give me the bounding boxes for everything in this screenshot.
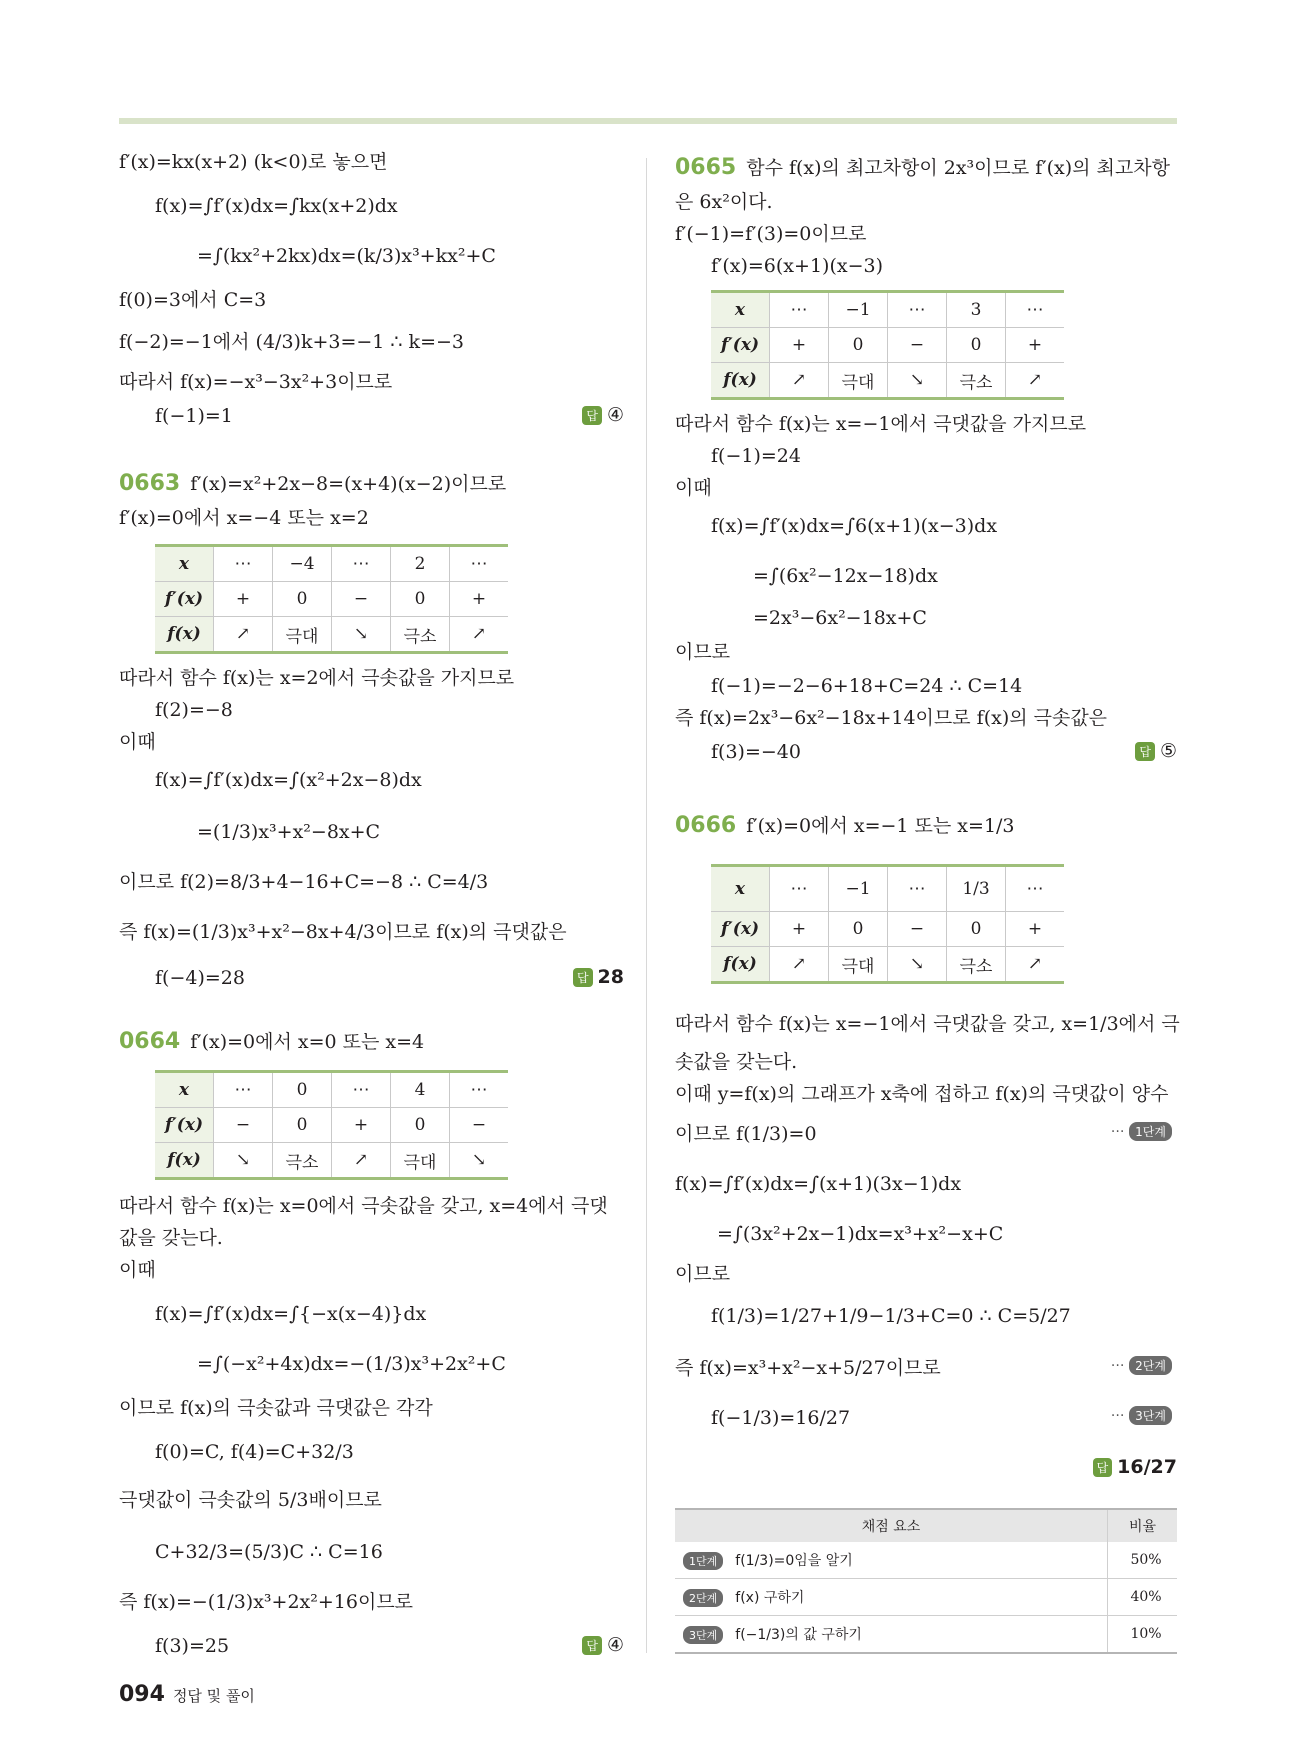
sign-table-0666 bbox=[711, 864, 1064, 984]
table-cell: ↘ bbox=[214, 1143, 273, 1179]
answer-value: ④ bbox=[606, 404, 624, 426]
text-line: f′(−1)=f′(3)=0이므로 bbox=[675, 223, 867, 245]
table-cell: f(x) bbox=[711, 363, 770, 399]
text-line: f(1/3)=1/27+1/9−1/3+C=0 ∴ C=5/27 bbox=[711, 1305, 1071, 1327]
problem-0663-header bbox=[119, 472, 506, 496]
text-line: =∫(−x²+4x)dx=−(1/3)x³+2x²+C bbox=[197, 1353, 506, 1375]
table-cell: −1 bbox=[829, 292, 888, 328]
table-cell: f′(x) bbox=[711, 912, 770, 947]
table-cell: 극대 bbox=[829, 363, 888, 399]
table-cell: ⋯ bbox=[1006, 866, 1065, 912]
scoring-table bbox=[675, 1508, 1177, 1654]
table-cell: − bbox=[888, 328, 947, 363]
text-line: 은 6x²이다. bbox=[675, 191, 773, 213]
text-line: 따라서 함수 f(x)는 x=0에서 극솟값을 갖고, x=4에서 극댓 bbox=[119, 1195, 608, 1217]
table-cell: 극소 bbox=[273, 1143, 332, 1179]
text-line: 즉 f(x)=−(1/3)x³+2x²+16이므로 bbox=[119, 1591, 414, 1613]
table-cell: 0 bbox=[273, 1108, 332, 1143]
table-cell: f(x) bbox=[155, 617, 214, 653]
table-row bbox=[675, 1616, 1177, 1654]
table-cell: f(x) bbox=[711, 947, 770, 983]
table-cell: − bbox=[332, 582, 391, 617]
answer-value: ④ bbox=[606, 1634, 624, 1656]
page-footer bbox=[119, 1682, 255, 1707]
text-line: f(0)=C, f(4)=C+32/3 bbox=[155, 1441, 354, 1463]
table-cell: ⋯ bbox=[1006, 292, 1065, 328]
table-cell: 0 bbox=[391, 582, 450, 617]
text-line: 이므로 bbox=[675, 1263, 731, 1285]
sign-table-0665 bbox=[711, 290, 1064, 400]
text-line: f(2)=−8 bbox=[155, 699, 233, 721]
table-row bbox=[675, 1542, 1177, 1579]
score-pct: 50% bbox=[1108, 1542, 1178, 1579]
text-line: 솟값을 갖는다. bbox=[675, 1051, 798, 1073]
table-cell: 2 bbox=[391, 546, 450, 582]
text-line: =∫(3x²+2x−1)dx=x³+x²−x+C bbox=[717, 1223, 1004, 1245]
answer-badge: 답 bbox=[573, 968, 593, 987]
text-line: 이때 bbox=[119, 731, 156, 753]
score-header: 채점 요소 bbox=[675, 1509, 1108, 1542]
table-cell: + bbox=[450, 582, 509, 617]
table-cell: ⋯ bbox=[450, 1072, 509, 1108]
table-cell: x bbox=[155, 546, 214, 582]
table-cell: 0 bbox=[947, 328, 1006, 363]
text-line: f′(x)=0에서 x=0 또는 x=4 bbox=[190, 1031, 425, 1053]
text-line: 이때 bbox=[675, 477, 712, 499]
table-cell: f(x) bbox=[155, 1143, 214, 1179]
table-cell: + bbox=[332, 1108, 391, 1143]
table-cell: ↗ bbox=[1006, 363, 1065, 399]
table-cell: x bbox=[711, 866, 770, 912]
text-line: f′(x)=0에서 x=−1 또는 x=1/3 bbox=[746, 815, 1015, 837]
text-line: f(x)=∫f′(x)dx=∫(x²+2x−8)dx bbox=[155, 769, 422, 791]
text-line: 즉 f(x)=(1/3)x³+x²−8x+4/3이므로 f(x)의 극댓값은 bbox=[119, 921, 567, 943]
table-cell: ↗ bbox=[332, 1143, 391, 1179]
table-cell: ⋯ bbox=[888, 866, 947, 912]
text-line: f′(x)=kx(x+2) (k<0)로 놓으면 bbox=[119, 151, 388, 173]
answer bbox=[1093, 1456, 1177, 1478]
text-line: =∫(6x²−12x−18)dx bbox=[753, 565, 938, 587]
table-cell: ⋯ bbox=[214, 1072, 273, 1108]
table-cell: + bbox=[214, 582, 273, 617]
problem-0666-header bbox=[675, 814, 1015, 838]
page-number: 094 bbox=[119, 1682, 165, 1707]
answer bbox=[582, 404, 624, 426]
table-cell: ↗ bbox=[214, 617, 273, 653]
step-marker: ⋯ 3단계 bbox=[1111, 1406, 1177, 1425]
step-marker: ⋯ 2단계 bbox=[1111, 1356, 1177, 1375]
text-line: f(−2)=−1에서 (4/3)k+3=−1 ∴ k=−3 bbox=[119, 331, 465, 353]
table-cell: + bbox=[770, 328, 829, 363]
text-line: 이므로 f(x)의 극솟값과 극댓값은 각각 bbox=[119, 1397, 433, 1419]
answer-badge: 답 bbox=[582, 406, 602, 425]
step-badge: 3단계 bbox=[1129, 1406, 1172, 1425]
table-cell: 1/3 bbox=[947, 866, 1006, 912]
text-line: f′(x)=x²+2x−8=(x+4)(x−2)이므로 bbox=[190, 473, 507, 495]
text-line: 함수 f(x)의 최고차항이 2x³이므로 f′(x)의 최고차항 bbox=[746, 157, 1170, 179]
text-line: f(x)=∫f′(x)dx=∫{−x(x−4)}dx bbox=[155, 1303, 427, 1325]
text-line: f(x)=∫f′(x)dx=∫6(x+1)(x−3)dx bbox=[711, 515, 998, 537]
table-cell: ⋯ bbox=[332, 546, 391, 582]
table-cell: ⋯ bbox=[888, 292, 947, 328]
text-line: 값을 갖는다. bbox=[119, 1227, 223, 1249]
text-line: 극댓값이 극솟값의 5/3배이므로 bbox=[119, 1489, 382, 1511]
answer bbox=[1135, 740, 1177, 762]
problem-number: 0664 bbox=[119, 1029, 181, 1054]
text-line: 즉 f(x)=2x³−6x²−18x+14이므로 f(x)의 극솟값은 bbox=[675, 707, 1108, 729]
score-text: f(−1/3)의 값 구하기 bbox=[735, 1627, 862, 1643]
answer bbox=[573, 966, 624, 988]
table-cell: ↗ bbox=[450, 617, 509, 653]
score-pct: 10% bbox=[1108, 1616, 1178, 1654]
text-line: 이므로 bbox=[675, 641, 731, 663]
table-cell: ↗ bbox=[1006, 947, 1065, 983]
table-cell: −1 bbox=[829, 866, 888, 912]
table-cell: x bbox=[155, 1072, 214, 1108]
top-rule bbox=[119, 118, 1177, 124]
table-cell: 0 bbox=[829, 328, 888, 363]
text-line: f(−1)=1 bbox=[155, 405, 233, 427]
text-line: 이므로 f(2)=8/3+4−16+C=−8 ∴ C=4/3 bbox=[119, 871, 489, 893]
sign-table-0663 bbox=[155, 544, 508, 654]
table-cell: 0 bbox=[273, 582, 332, 617]
text-line: 이때 bbox=[119, 1259, 156, 1281]
table-cell: ↗ bbox=[770, 947, 829, 983]
text-line: f(x)=∫f′(x)dx=∫kx(x+2)dx bbox=[155, 195, 398, 217]
table-cell: + bbox=[1006, 912, 1065, 947]
score-text: f(1/3)=0임을 알기 bbox=[735, 1553, 853, 1569]
table-cell: 극소 bbox=[391, 617, 450, 653]
table-cell: ↘ bbox=[888, 947, 947, 983]
text-line: f′(x)=6(x+1)(x−3) bbox=[711, 255, 883, 277]
text-line: 따라서 함수 f(x)는 x=2에서 극솟값을 가지므로 bbox=[119, 667, 515, 689]
text-line: 따라서 f(x)=−x³−3x²+3이므로 bbox=[119, 371, 393, 393]
problem-number: 0665 bbox=[675, 155, 737, 180]
score-pct: 40% bbox=[1108, 1579, 1178, 1616]
text-line: f′(x)=0에서 x=−4 또는 x=2 bbox=[119, 507, 369, 529]
table-cell: − bbox=[888, 912, 947, 947]
table-cell: 극소 bbox=[947, 947, 1006, 983]
step-badge: 1단계 bbox=[1129, 1122, 1172, 1141]
table-cell: 극소 bbox=[947, 363, 1006, 399]
text-line: C+32/3=(5/3)C ∴ C=16 bbox=[155, 1541, 383, 1563]
table-cell: 0 bbox=[391, 1108, 450, 1143]
text-line: =2x³−6x²−18x+C bbox=[753, 607, 927, 629]
text-line: f(−1)=24 bbox=[711, 445, 801, 467]
table-cell: − bbox=[450, 1108, 509, 1143]
score-desc bbox=[675, 1579, 1108, 1616]
table-cell: + bbox=[770, 912, 829, 947]
text-line: 이때 y=f(x)의 그래프가 x축에 접하고 f(x)의 극댓값이 양수 bbox=[675, 1083, 1169, 1105]
answer-value: 28 bbox=[597, 966, 624, 988]
answer-badge: 답 bbox=[1093, 1458, 1113, 1477]
table-cell: ↗ bbox=[770, 363, 829, 399]
score-header: 비율 bbox=[1108, 1509, 1178, 1542]
table-cell: f′(x) bbox=[155, 582, 214, 617]
table-cell: 0 bbox=[829, 912, 888, 947]
column-divider bbox=[646, 158, 647, 1653]
problem-0664-header bbox=[119, 1030, 424, 1054]
answer-value: ⑤ bbox=[1159, 740, 1177, 762]
step-badge: 3단계 bbox=[683, 1626, 723, 1644]
table-cell: ⋯ bbox=[332, 1072, 391, 1108]
text-line: f(−1/3)=16/27 bbox=[711, 1407, 851, 1429]
table-cell: ⋯ bbox=[770, 866, 829, 912]
table-cell: ⋯ bbox=[770, 292, 829, 328]
step-badge: 1단계 bbox=[683, 1552, 723, 1570]
problem-number: 0663 bbox=[119, 471, 181, 496]
sign-table-0664 bbox=[155, 1070, 508, 1180]
step-badge: 2단계 bbox=[683, 1589, 723, 1607]
answer-badge: 답 bbox=[1135, 742, 1155, 761]
score-desc bbox=[675, 1542, 1108, 1579]
footer-label: 정답 및 풀이 bbox=[172, 1687, 255, 1705]
table-cell: 극대 bbox=[273, 617, 332, 653]
table-cell: ⋯ bbox=[450, 546, 509, 582]
text-line: 즉 f(x)=x³+x²−x+5/27이므로 bbox=[675, 1357, 941, 1379]
table-cell: ↘ bbox=[450, 1143, 509, 1179]
table-cell: ↘ bbox=[888, 363, 947, 399]
problem-0665-header bbox=[675, 156, 1170, 180]
table-cell: −4 bbox=[273, 546, 332, 582]
table-cell: x bbox=[711, 292, 770, 328]
text-line: 이므로 f(1/3)=0 bbox=[675, 1123, 817, 1145]
text-line: 따라서 함수 f(x)는 x=−1에서 극댓값을 갖고, x=1/3에서 극 bbox=[675, 1013, 1180, 1035]
text-line: f(−1)=−2−6+18+C=24 ∴ C=14 bbox=[711, 675, 1023, 697]
text-line: 따라서 함수 f(x)는 x=−1에서 극댓값을 가지므로 bbox=[675, 413, 1087, 435]
text-line: f(0)=3에서 C=3 bbox=[119, 289, 267, 311]
table-cell: ↘ bbox=[332, 617, 391, 653]
text-line: =∫(kx²+2kx)dx=(k/3)x³+kx²+C bbox=[197, 245, 496, 267]
table-cell: − bbox=[214, 1108, 273, 1143]
step-marker: ⋯ 1단계 bbox=[1111, 1122, 1177, 1141]
text-line: f(3)=−40 bbox=[711, 741, 801, 763]
score-text: f(x) 구하기 bbox=[735, 1590, 805, 1606]
table-cell: 극대 bbox=[829, 947, 888, 983]
table-cell: + bbox=[1006, 328, 1065, 363]
table-cell: 극대 bbox=[391, 1143, 450, 1179]
score-desc bbox=[675, 1616, 1108, 1654]
table-cell: 0 bbox=[273, 1072, 332, 1108]
answer-value: 16/27 bbox=[1117, 1456, 1177, 1478]
table-cell: f′(x) bbox=[711, 328, 770, 363]
step-badge: 2단계 bbox=[1129, 1356, 1172, 1375]
table-cell: 0 bbox=[947, 912, 1006, 947]
problem-number: 0666 bbox=[675, 813, 737, 838]
table-row bbox=[675, 1579, 1177, 1616]
answer-badge: 답 bbox=[582, 1636, 602, 1655]
table-cell: 4 bbox=[391, 1072, 450, 1108]
table-cell: 3 bbox=[947, 292, 1006, 328]
text-line: f(3)=25 bbox=[155, 1635, 230, 1657]
answer bbox=[582, 1634, 624, 1656]
text-line: =(1/3)x³+x²−8x+C bbox=[197, 821, 381, 843]
table-cell: f′(x) bbox=[155, 1108, 214, 1143]
table-cell: ⋯ bbox=[214, 546, 273, 582]
text-line: f(−4)=28 bbox=[155, 967, 245, 989]
text-line: f(x)=∫f′(x)dx=∫(x+1)(3x−1)dx bbox=[675, 1173, 962, 1195]
